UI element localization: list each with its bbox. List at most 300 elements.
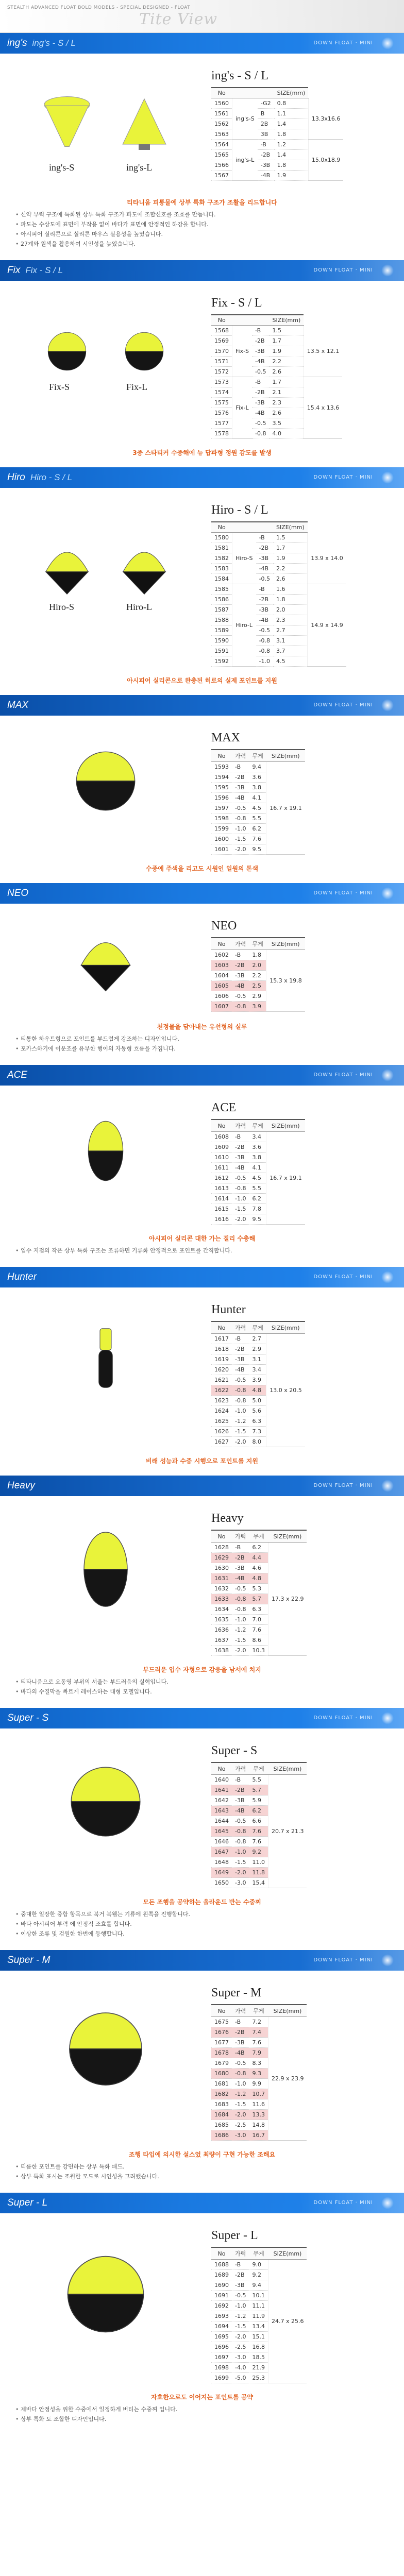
spec-cell-grade: -3B: [232, 2038, 249, 2048]
spec-cell-grade: -1.0: [232, 1406, 249, 1416]
section-content: [0, 1086, 404, 1230]
spec-pane: [201, 1097, 394, 1225]
spec-cell-grade: -B: [232, 1775, 249, 1785]
spec-cell-weight: 2.9: [249, 991, 266, 1002]
spec-cell-weight: 3.4: [249, 1132, 266, 1142]
spec-cell-weight: 5.6: [249, 1406, 266, 1416]
spec-cell-no: 1680: [211, 2069, 232, 2079]
spec-cell-grade: -0.5: [252, 418, 269, 429]
spec-column-header: [232, 315, 252, 326]
spec-cell-grade: -B: [232, 2017, 249, 2027]
spec-cell-grade: -0.5: [256, 574, 273, 584]
spec-cell-no: 1683: [211, 2099, 232, 2110]
spec-cell-grade: -0.8: [232, 1183, 249, 1194]
spec-cell-weight: 11.6: [249, 2099, 268, 2110]
product-image: [10, 1507, 201, 1641]
spec-row: [211, 533, 346, 543]
product-section-fix: [0, 260, 404, 467]
spec-cell-weight: 2.3: [273, 615, 308, 625]
spec-cell-grade: -3B: [232, 1153, 249, 1163]
spec-row: [211, 1334, 305, 1344]
header-right-text: DOWN FLOAT · MINI: [313, 1715, 373, 1721]
section-title-sub: Hiro - S / L: [30, 472, 73, 482]
model-name: Heavy: [211, 1512, 244, 1525]
spec-column-header: 무게: [249, 1120, 266, 1132]
spec-cell-grade: -3B: [258, 160, 274, 171]
spec-cell-no: 1641: [211, 1785, 232, 1795]
spec-column-header: 가력: [232, 2005, 249, 2017]
float-label: ing's-S: [49, 162, 75, 173]
spec-cell-group: Hiro-L: [232, 584, 256, 667]
header-right-text: DOWN FLOAT · MINI: [313, 890, 373, 896]
spec-cell-grade: -0.8: [232, 1594, 249, 1604]
spec-cell-size: 20.7 x 21.3: [268, 1775, 307, 1888]
spec-cell-grade: -3B: [232, 971, 249, 981]
spec-cell-no: 1649: [211, 1868, 232, 1878]
spec-cell-weight: 1.8: [249, 950, 266, 960]
spec-cell-weight: 7.4: [249, 2027, 268, 2038]
spec-cell-grade: -1.5: [232, 2099, 249, 2110]
section-title: [7, 700, 28, 711]
spec-table: [211, 1321, 305, 1447]
spec-cell-grade: -0.8: [252, 429, 269, 439]
spec-column-header: [256, 522, 273, 533]
spec-column-header: [252, 315, 269, 326]
spec-column-header: 무게: [249, 1530, 268, 1543]
spec-cell-weight: 15.4: [249, 1878, 268, 1888]
spec-cell-no: 1569: [211, 336, 232, 346]
header-right-text: DOWN FLOAT · MINI: [313, 1072, 373, 1078]
spec-cell-grade: -4B: [256, 615, 273, 625]
spec-cell-grade: -1.5: [232, 1427, 249, 1437]
spec-cell-no: 1609: [211, 1142, 232, 1153]
spec-cell-weight: 9.4: [249, 2280, 268, 2291]
spec-cell-grade: -3B: [232, 783, 249, 793]
spec-cell-no: 1643: [211, 1806, 232, 1816]
spec-cell-weight: 7.6: [249, 1625, 268, 1635]
spec-cell-grade: -2B: [256, 595, 273, 605]
sparkle-icon: [381, 1480, 394, 1492]
spec-cell-weight: 1.5: [273, 533, 308, 543]
section-content: [0, 1287, 404, 1452]
spec-cell-no: 1581: [211, 543, 232, 553]
spec-cell-weight: 14.8: [249, 2120, 268, 2130]
feature-list: [0, 1034, 404, 1065]
spec-cell-weight: 7.6: [249, 2038, 268, 2048]
spec-column-header: No: [211, 1120, 232, 1132]
spec-row: [211, 377, 342, 387]
spec-cell-grade: -2B: [232, 1553, 249, 1563]
spec-cell-weight: 1.1: [274, 109, 309, 119]
spec-cell-grade: -2.0: [232, 1214, 249, 1225]
header-right-text: DOWN FLOAT · MINI: [313, 1274, 373, 1280]
float-illustration: [67, 737, 144, 825]
spec-cell-weight: 1.9: [270, 346, 304, 357]
spec-cell-no: 1626: [211, 1427, 232, 1437]
spec-cell-no: 1561: [211, 109, 232, 119]
spec-cell-no: 1695: [211, 2332, 232, 2342]
spec-cell-no: 1631: [211, 1573, 232, 1584]
section-title: [7, 1070, 27, 1081]
section-title-main: NEO: [7, 888, 29, 899]
product-section-ings: [0, 33, 404, 260]
spec-cell-grade: -0.8: [232, 1002, 249, 1012]
spec-cell-grade: -B: [258, 140, 274, 150]
spec-cell-grade: -2B: [232, 1142, 249, 1153]
spec-cell-weight: 9.9: [249, 2079, 268, 2089]
spec-cell-grade: -0.5: [232, 1375, 249, 1385]
product-image: [10, 499, 201, 643]
spec-cell-no: 1628: [211, 1543, 232, 1553]
spec-column-header: SIZE(mm): [270, 315, 304, 326]
spec-cell-no: 1576: [211, 408, 232, 418]
spec-cell-grade: -1.2: [232, 2311, 249, 2321]
spec-cell-size: 17.3 x 22.9: [268, 1543, 307, 1656]
spec-pane: [201, 292, 394, 439]
spec-table: [211, 1530, 307, 1656]
spec-cell-weight: 4.1: [249, 793, 266, 803]
spec-column-header: [232, 88, 258, 98]
sparkle-icon: [381, 1069, 394, 1081]
section-title-sub: ing's - S / L: [32, 38, 76, 48]
spec-cell-weight: 1.6: [273, 584, 308, 595]
section-caption: 조행 타입에 의시한 설스었 최량이 구현 가능한 조해요: [128, 2151, 276, 2158]
spec-cell-weight: 6.3: [249, 1416, 266, 1427]
spec-row: [211, 326, 342, 336]
float-label: ing's-L: [126, 162, 153, 173]
spec-cell-grade: -0.5: [232, 1584, 249, 1594]
product-image: [10, 1982, 201, 2126]
banner-small-text: STEALTH ADVANCED FLOAT BOLD MODELS - SPECIAL DESIGNED - FLOAT: [7, 5, 191, 10]
section-caption: 모든 조행을 공약하는 올라운드 반는 수중찌: [143, 1899, 261, 1906]
spec-cell-no: 1696: [211, 2342, 232, 2352]
spec-cell-grade: -1.5: [232, 2321, 249, 2332]
feature-item: • 신약 부력 구조에 특화된 상부 특화 구조가 파도에 조합신호를 조효를 만듭니다.: [15, 210, 389, 219]
spec-row: [211, 584, 346, 595]
spec-cell-grade: -2B: [232, 2027, 249, 2038]
header-right-text: DOWN FLOAT · MINI: [313, 267, 373, 273]
spec-cell-weight: 2.2: [270, 357, 304, 367]
spec-cell-weight: 9.4: [249, 762, 266, 772]
spec-cell-grade: -0.5: [232, 1816, 249, 1826]
spec-cell-weight: 10.1: [249, 2291, 268, 2301]
spec-cell-grade: -0.5: [232, 2058, 249, 2069]
spec-column-header: No: [211, 1321, 232, 1334]
spec-cell-no: 1598: [211, 814, 232, 824]
product-image: [10, 292, 201, 421]
feature-list: [0, 2404, 404, 2435]
spec-cell-grade: -4B: [232, 1806, 249, 1816]
spec-table: [211, 87, 343, 181]
spec-cell-weight: 21.9: [249, 2363, 268, 2373]
spec-cell-no: 1601: [211, 844, 232, 855]
spec-pane: [201, 1507, 394, 1656]
spec-column-header: 가력: [232, 1321, 249, 1334]
spec-cell-no: 1602: [211, 950, 232, 960]
float-figure: [57, 1995, 155, 2105]
header-right-text: DOWN FLOAT · MINI: [313, 2200, 373, 2206]
header-right-text: DOWN FLOAT · MINI: [313, 702, 373, 708]
section-header-bar: [0, 260, 404, 281]
spec-cell-no: 1636: [211, 1625, 232, 1635]
product-image: [10, 915, 201, 1013]
spec-cell-grade: -1.0: [232, 824, 249, 834]
spec-cell-no: 1692: [211, 2301, 232, 2311]
section-content: [0, 1496, 404, 1661]
spec-cell-grade: -2B: [232, 772, 249, 783]
spec-column-header: SIZE(mm): [266, 1120, 305, 1132]
spec-cell-grade: -2.0: [232, 2332, 249, 2342]
spec-cell-grade: -2.0: [232, 2110, 249, 2120]
product-image: [10, 1740, 201, 1874]
spec-column-header: 무게: [249, 1762, 268, 1775]
spec-table-header: [211, 315, 342, 326]
spec-cell-weight: 7.6: [249, 1826, 268, 1837]
spec-cell-no: 1623: [211, 1396, 232, 1406]
spec-cell-no: 1693: [211, 2311, 232, 2321]
section-header-bar: [0, 1065, 404, 1086]
section-caption: 아시피어 실리콘으로 완충된 히로의 실제 포인트를 지원: [127, 677, 277, 684]
spec-column-header: SIZE(mm): [273, 522, 308, 533]
spec-cell-weight: 3.8: [249, 783, 266, 793]
spec-cell-grade: -1.0: [232, 1615, 249, 1625]
spec-cell-no: 1621: [211, 1375, 232, 1385]
spec-cell-grade: -3B: [232, 2280, 249, 2291]
product-section-ace: [0, 1065, 404, 1267]
section-content: [0, 1971, 404, 2146]
spec-cell-weight: 4.0: [270, 429, 304, 439]
float-illustration: [41, 323, 93, 380]
spec-cell-no: 1560: [211, 98, 232, 109]
spec-cell-weight: 3.7: [273, 646, 308, 656]
section-title-main: ing's: [7, 38, 27, 48]
spec-cell-no: 1676: [211, 2027, 232, 2038]
spec-cell-no: 1612: [211, 1173, 232, 1183]
spec-cell-grade: -1.5: [232, 1857, 249, 1868]
spec-table-header: [211, 750, 305, 762]
spec-cell-weight: 3.1: [249, 1354, 266, 1365]
spec-cell-grade: -2.5: [232, 2120, 249, 2130]
spec-cell-weight: 3.5: [270, 418, 304, 429]
section-title: [7, 1955, 50, 1966]
spec-cell-weight: 1.8: [274, 129, 309, 140]
spec-cell-no: 1638: [211, 1646, 232, 1656]
spec-cell-weight: 5.0: [249, 1396, 266, 1406]
spec-cell-no: 1592: [211, 656, 232, 667]
spec-cell-weight: 11.8: [249, 1868, 268, 1878]
section-header-bar: [0, 695, 404, 716]
spec-cell-weight: 8.0: [249, 1437, 266, 1447]
spec-cell-no: 1574: [211, 387, 232, 398]
spec-cell-weight: 5.9: [249, 1795, 268, 1806]
spec-cell-grade: -2B: [256, 543, 273, 553]
float-figure: [39, 533, 95, 602]
spec-table-header: [211, 522, 346, 533]
spec-cell-no: 1584: [211, 574, 232, 584]
spec-cell-no: 1583: [211, 564, 232, 574]
float-illustration: [54, 2238, 157, 2351]
spec-cell-size: 24.7 x 25.6: [268, 2260, 307, 2383]
spec-cell-weight: 2.0: [249, 960, 266, 971]
section-caption: 아시피어 실리콘 대한 가는 질리 수충해: [148, 1235, 256, 1242]
spec-column-header: No: [211, 938, 232, 950]
spec-cell-no: 1637: [211, 1635, 232, 1646]
float-illustration: [57, 1995, 155, 2103]
feature-list: [0, 210, 404, 260]
spec-column-header: 가력: [232, 2247, 249, 2260]
spec-cell-grade: -3B: [252, 346, 269, 357]
spec-cell-weight: 3.9: [249, 1002, 266, 1012]
spec-cell-grade: -4.0: [232, 2363, 249, 2373]
sparkle-icon: [381, 887, 394, 900]
spec-cell-grade: -0.8: [232, 1396, 249, 1406]
spec-cell-no: 1611: [211, 1163, 232, 1173]
spec-cell-weight: 5.7: [249, 1785, 268, 1795]
spec-column-header: No: [211, 1762, 232, 1775]
spec-cell-grade: -1.0: [232, 2079, 249, 2089]
spec-cell-weight: 5.3: [249, 1584, 268, 1594]
float-figure: [116, 83, 173, 162]
float-figure: [67, 920, 144, 999]
spec-cell-grade: -3B: [252, 398, 269, 408]
spec-cell-no: 1567: [211, 171, 232, 181]
header-right-text: DOWN FLOAT · MINI: [313, 40, 373, 46]
spec-cell-grade: -5.0: [232, 2373, 249, 2383]
spec-cell-weight: 13.4: [249, 2321, 268, 2332]
product-image: [10, 1299, 201, 1428]
spec-cell-weight: 16.8: [249, 2342, 268, 2352]
section-header-bar: [0, 1267, 404, 1287]
spec-table: [211, 2004, 307, 2141]
spec-cell-weight: 7.9: [249, 2048, 268, 2058]
spec-cell-weight: 9.5: [249, 1214, 266, 1225]
spec-cell-weight: 2.9: [249, 1344, 266, 1354]
float-label: Fix-S: [49, 382, 70, 392]
spec-row: [211, 2017, 307, 2027]
spec-cell-weight: 6.2: [249, 1194, 266, 1204]
spec-cell-weight: 2.6: [273, 574, 308, 584]
spec-cell-grade: -0.8: [232, 1604, 249, 1615]
section-caption: 천정물을 담아내는 유선형의 실루: [157, 1023, 247, 1030]
spec-table-header: [211, 1530, 307, 1543]
spec-cell-weight: 0.8: [274, 98, 309, 109]
float-illustration: [119, 323, 170, 380]
spec-cell-no: 1593: [211, 762, 232, 772]
spec-cell-grade: -B: [252, 377, 269, 387]
section-title-main: Hunter: [7, 1272, 37, 1282]
spec-pane: [201, 499, 394, 667]
spec-cell-weight: 11.0: [249, 1857, 268, 1868]
feature-list: [0, 1909, 404, 1950]
model-name: Super - S: [211, 1744, 258, 1757]
spec-cell-grade: -0.8: [232, 2069, 249, 2079]
spec-cell-weight: 9.2: [249, 1847, 268, 1857]
product-section-hunter: [0, 1267, 404, 1476]
spec-cell-grade: -B: [232, 1543, 249, 1553]
spec-cell-weight: 1.9: [273, 553, 308, 564]
spec-cell-no: 1586: [211, 595, 232, 605]
spec-cell-no: 1582: [211, 553, 232, 564]
spec-cell-weight: 3.6: [249, 772, 266, 783]
float-illustration: [75, 1105, 137, 1197]
spec-cell-no: 1644: [211, 1816, 232, 1826]
spec-column-header: 가력: [232, 1762, 249, 1775]
spec-cell-no: 1594: [211, 772, 232, 783]
spec-cell-grade: -4B: [256, 564, 273, 574]
spec-table-header: [211, 1321, 305, 1334]
spec-cell-weight: 5.5: [249, 1775, 268, 1785]
spec-cell-weight: 4.6: [249, 1563, 268, 1573]
section-title-main: MAX: [7, 700, 29, 710]
spec-cell-no: 1616: [211, 1214, 232, 1225]
feature-item: • 티통한 하우트형으로 포인트를 부드럽게 강조하는 디자인입니다.: [15, 1034, 389, 1044]
spec-cell-no: 1563: [211, 129, 232, 140]
spec-cell-weight: 9.3: [249, 2069, 268, 2079]
spec-cell-grade: -1.5: [232, 834, 249, 844]
spec-cell-no: 1603: [211, 960, 232, 971]
spec-cell-grade: -B: [232, 950, 249, 960]
spec-cell-grade: -1.5: [232, 1635, 249, 1646]
spec-cell-no: 1575: [211, 398, 232, 408]
feature-item: • 상부 특화 도 조합한 디자인입니다.: [15, 2414, 389, 2424]
spec-cell-grade: -B: [232, 762, 249, 772]
spec-cell-grade: -B: [252, 326, 269, 336]
spec-table-header: [211, 1762, 307, 1775]
sparkle-icon: [381, 37, 394, 49]
product-image: [10, 65, 201, 189]
spec-table: [211, 1762, 307, 1888]
float-figure: [59, 1750, 152, 1855]
spec-cell-no: 1595: [211, 783, 232, 793]
spec-pane: [201, 65, 394, 189]
spec-cell-weight: 5.7: [249, 1594, 268, 1604]
spec-cell-grade: -3.0: [232, 2352, 249, 2363]
spec-pane: [201, 915, 394, 1013]
section-header-bar: [0, 2193, 404, 2213]
spec-cell-no: 1632: [211, 1584, 232, 1594]
spec-cell-no: 1617: [211, 1334, 232, 1344]
spec-cell-size: 14.9 x 14.9: [308, 584, 346, 667]
float-figure: [67, 737, 144, 827]
spec-cell-weight: 1.7: [270, 377, 304, 387]
spec-cell-size: 13.9 x 14.0: [308, 533, 346, 584]
spec-cell-weight: 4.5: [249, 803, 266, 814]
spec-table: [211, 521, 346, 667]
spec-cell-group: Fix-S: [232, 326, 252, 377]
spec-cell-no: 1640: [211, 1775, 232, 1785]
section-header-bar: [0, 883, 404, 904]
spec-cell-no: 1572: [211, 367, 232, 377]
spec-cell-weight: 2.2: [249, 971, 266, 981]
float-figure: [41, 323, 93, 382]
spec-cell-grade: -3.0: [232, 1878, 249, 1888]
spec-cell-weight: 18.5: [249, 2352, 268, 2363]
spec-cell-grade: -B: [232, 1334, 249, 1344]
spec-row: [211, 2260, 307, 2270]
spec-cell-grade: -B: [256, 533, 273, 543]
spec-cell-grade: -2B: [232, 1344, 249, 1354]
spec-cell-grade: -0.8: [256, 646, 273, 656]
spec-cell-grade: -0.8: [256, 636, 273, 646]
spec-cell-grade: -3B: [232, 1354, 249, 1365]
section-content: [0, 488, 404, 672]
sparkle-icon: [381, 1954, 394, 1967]
spec-cell-grade: -4B: [232, 2048, 249, 2058]
spec-cell-grade: -1.0: [232, 1847, 249, 1857]
spec-cell-no: 1691: [211, 2291, 232, 2301]
spec-cell-weight: 3.8: [249, 1153, 266, 1163]
spec-column-header: 가력: [232, 750, 249, 762]
